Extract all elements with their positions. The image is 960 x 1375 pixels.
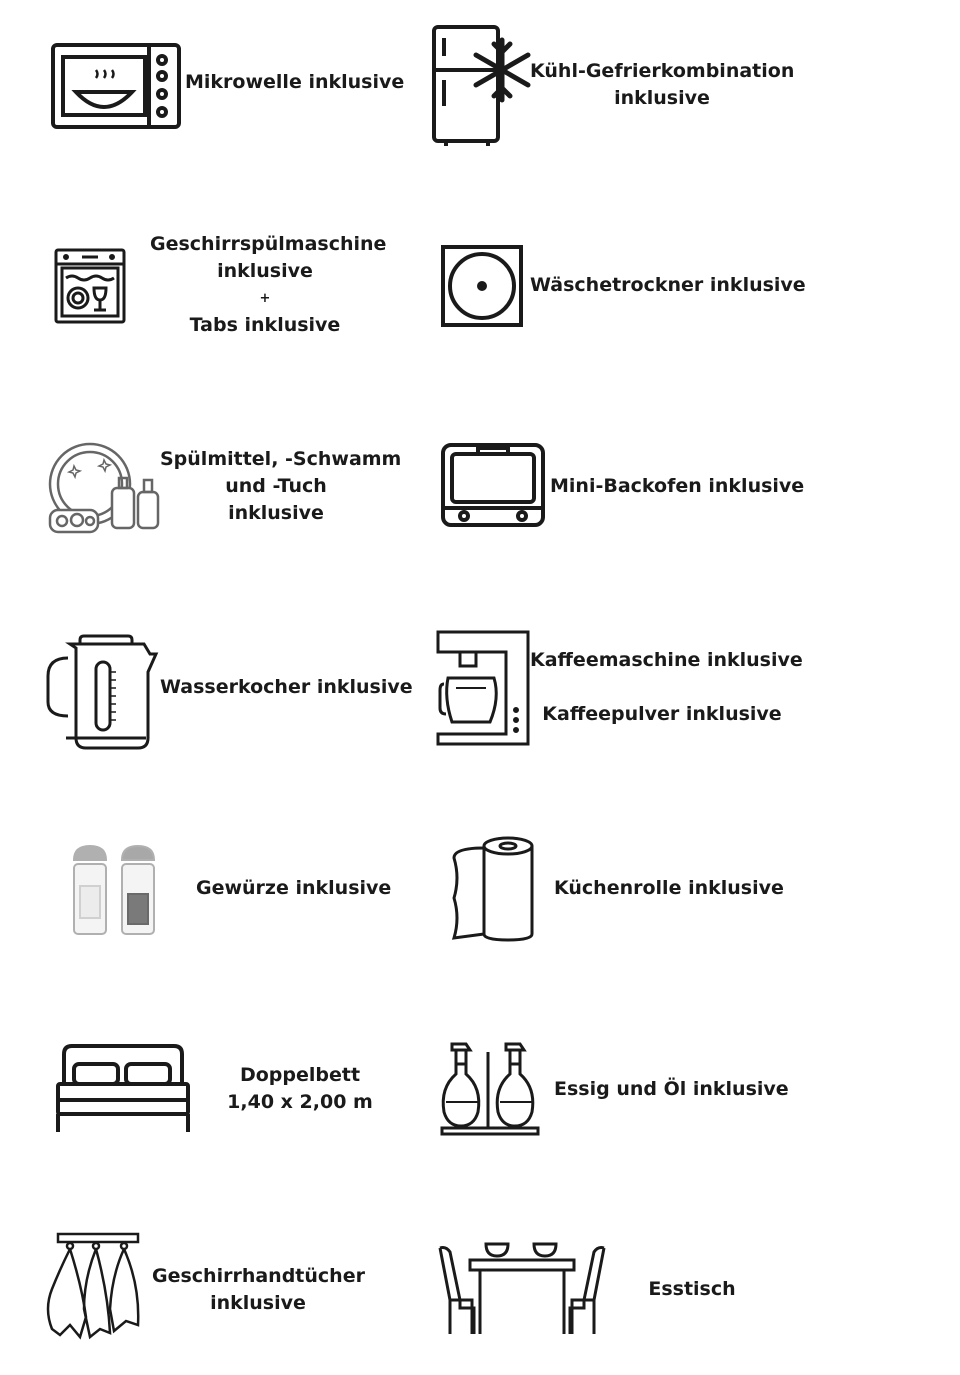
dining-table-icon [436, 1240, 608, 1336]
label-dish-towels: Geschirrhandtücher inklusive [152, 1265, 365, 1314]
label-dining-table: Esstisch [648, 1278, 736, 1300]
label-coffee-machine: Kaffeemaschine inklusive Kaffeepulver inklusive [530, 649, 803, 725]
double-bed-icon [54, 1044, 192, 1134]
kettle-icon [44, 624, 162, 752]
label-spices: Gewürze inklusive [196, 877, 392, 899]
label-dryer: Wäschetrockner inklusive [530, 274, 806, 296]
paper-towel-icon [450, 834, 536, 942]
coffee-machine-icon [434, 628, 532, 748]
dish-towels-icon [44, 1232, 142, 1344]
label-paper-towel: Küchenrolle inklusive [554, 877, 784, 899]
mini-oven-icon [440, 442, 546, 530]
salt-pepper-icon [70, 842, 160, 936]
label-mini-oven: Mini-Backofen inklusive [550, 475, 805, 497]
dryer-icon [440, 244, 524, 328]
label-kettle: Wasserkocher inklusive [160, 676, 413, 698]
label-fridge-freezer: Kühl-Gefrierkombination inklusive [530, 60, 795, 109]
label-vinegar-oil: Essig und Öl inklusive [554, 1078, 789, 1100]
fridge-freezer-icon [430, 24, 540, 148]
dish-soap-icon [44, 436, 164, 536]
label-double-bed: Doppelbett 1,40 x 2,00 m [227, 1064, 373, 1113]
label-dishwasher: Geschirrspülmaschine inklusive + Tabs inklusive [150, 233, 387, 336]
label-microwave: Mikrowelle inklusive [185, 71, 405, 93]
label-dish-soap: Spülmittel, -Schwamm und -Tuch inklusive [160, 448, 402, 524]
microwave-icon [50, 42, 182, 130]
dishwasher-icon [54, 248, 126, 324]
vinegar-oil-icon [440, 1042, 540, 1138]
